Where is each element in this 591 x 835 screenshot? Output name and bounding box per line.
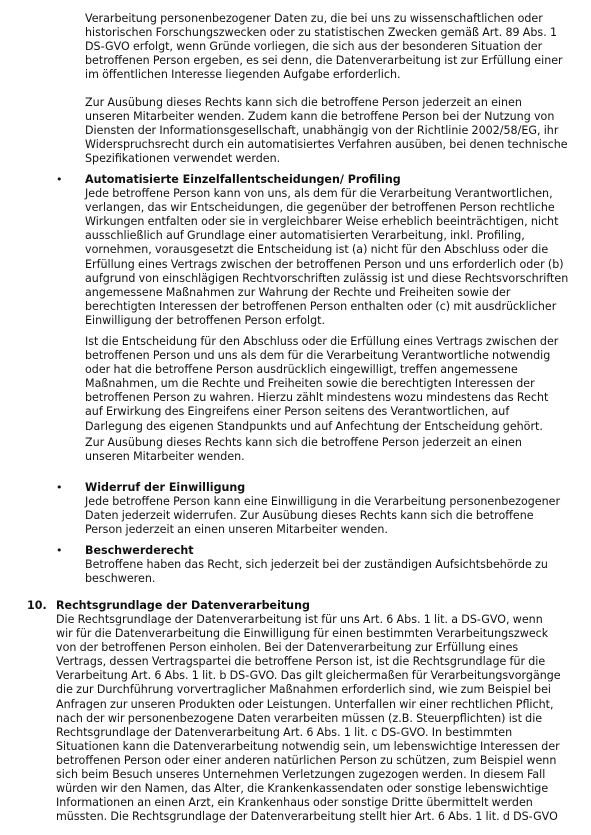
bullet-item-widerruf [85,481,567,537]
text-line: unseren Mitarbeiter wenden. Zudem kann die betroffene Person bei der Nutzung von [85,110,555,124]
text-line: Jede betroffene Person kann eine Einwilligung in die Verarbeitung personenbezogener [85,495,561,509]
intro-paragraph-1 [85,12,567,82]
text-line: vornehmen, vorausgesetzt die Entscheidung ist (a) nicht für den Abschluss oder die [85,243,549,257]
text-line: Einwilligung der betroffenen Person erfolgt. [85,313,326,327]
text-line: beschweren. [85,572,156,586]
text-line: wir für die Datenverarbeitung die Einwilligung für einen bestimmten Verarbeitungszweck [56,627,549,641]
text-line: historischen Forschungszwecken oder zu statistischen Zwecken gemäß Art. 89 Abs. 1 [85,26,558,40]
text-line: Situationen kann die Datenverarbeitung notwendig sein, um lebenswichtige Interessen der [56,739,560,753]
text-line: Jede betroffene Person kann von uns, als dem für die Verarbeitung Verantwortlichen, [85,187,553,201]
text-line: betroffenen Person oder einer anderen natürlichen Person zu schützen, zum Beispiel wenn [56,753,557,767]
bullet-heading: Beschwerderecht [85,544,194,557]
text-line: im öffentlichen Interesse liegenden Aufgabe erforderlich. [85,68,401,82]
text-line: sich beim Besuch unseres Unternehmen Verletzungen zugezogen werden. In diesem Fall [56,768,546,782]
text-line: Betroffene haben das Recht, sich jederzeit bei der zuständigen Aufsichtsbehörde zu [85,558,548,572]
text-line: Spezifikationen verwendet werden. [85,152,281,166]
text-line: Maßnahmen, um die Rechte und Freiheiten sowie die berechtigten Interessen der [85,377,535,391]
text-line: aufgrund von einschlägigen Rechtvorschriften zulässig ist und diese Rechtsvorschriften [85,271,569,285]
text-line: nach der wir personenbezogene Daten verarbeiten müssen (z.B. Steuerpflichten) ist die [56,711,543,725]
section-number: 10. [27,599,47,612]
text-line: verlangen, das wir Entscheidungen, die gegenüber der betroffenen Person rechtliche [85,201,555,215]
text-line: Zur Ausübung dieses Rechts kann sich die betroffene Person jederzeit an einen [85,96,522,109]
text-line: Vertrags, dessen Vertragspartei die betroffene Person ist, ist die Rechtsgrundlage für die [56,655,546,669]
section-title: Rechtsgrundlage der Datenverarbeitung [56,599,310,612]
text-line: betroffenen Person und uns als dem für die Verarbeitung Verantwortliche notwendig [85,349,551,363]
text-line: von der betroffenen Person einholen. Bei der Datenverarbeitung zur Erfüllung eines [56,641,519,655]
intro-paragraph-2 [85,96,567,166]
bullet-glyph: • [56,481,63,494]
bullet-heading: Widerruf der Einwilligung [85,481,246,494]
text-line: Informationen an einen Arzt, ein Krankenhaus oder sonstige Dritte übermittelt werden [56,796,533,810]
text-line: betroffenen Person ergeben, es sei denn, die Datenverarbeitung ist zur Erfüllung einer [85,54,563,68]
text-line: Die Rechtsgrundlage der Datenverarbeitung ist für uns Art. 6 Abs. 1 lit. a DS-GVO, wenn [56,613,543,626]
bullet-glyph: • [56,173,63,186]
text-line: Rechtsgrundlage der Datenverarbeitung Art. 6 Abs. 1 lit. c DS-GVO. In bestimmten [56,725,513,739]
text-line: Verarbeitung personenbezogener Daten zu, die bei uns zu wissenschaftlichen oder [85,12,543,25]
text-line: auf Erwirkung des Eingreifens einer Person seitens des Verantwortlichen, auf [85,405,510,419]
text-line: müssten. Die Rechtsgrundlage der Datenverarbeitung stellt hier Art. 6 Abs. 1 lit. d DS-GVO [56,810,558,824]
text-line: Wirkungen entfalten oder sie in vergleichbarer Weise erheblich beeinträchtigen, nicht [85,215,559,229]
bullet-item-beschwerderecht [85,544,567,586]
text-line: ausschließlich auf Grundlage einer automatisierten Verarbeitung, inkl. Profiling, [85,229,525,243]
bullet-heading: Automatisierte Einzelfallentscheidungen/ Profiling [85,173,401,186]
text-line: Widerspruchsrecht durch ein automatisiertes Verfahren ausüben, bei denen technische [85,138,568,152]
text-line: Darlegung des eigenen Standpunkts und auf Anfechtung der Entscheidung gehört. [85,419,543,433]
section-body [56,613,568,824]
text-line: angemessene Maßnahmen zur Wahrung der Rechte und Freiheiten sowie der [85,285,511,299]
text-line: Verarbeitung Art. 6 Abs. 1 lit. b DS-GVO. Das gilt gleichermaßen für Verarbeitungsvorgänge [56,669,561,683]
text-line: Person jederzeit an einen unseren Mitarbeiter wenden. [85,523,388,537]
text-line: Diensten der Informationsgesellschaft, unabhängig von der Richtlinie 2002/58/EG, ihr [85,124,559,138]
bullet-paragraph [85,187,567,328]
bullet-item-profiling [85,173,567,328]
bullet-paragraph [85,436,567,464]
text-line: oder hat die betroffene Person ausdrücklich eingewilligt, treffen angemessene [85,363,518,377]
text-line: DS-GVO erfolgt, wenn Gründe vorliegen, die sich aus der besonderen Situation der [85,40,543,54]
bullet-paragraph [85,335,567,434]
text-line: die zur Durchführung vorvertraglicher Maßnahmen erforderlich sind, wie zum Beispiel bei [56,683,552,697]
text-line: Erfüllung eines Vertrags zwischen der betroffenen Person und uns erforderlich oder (b) [85,257,564,271]
text-line: berechtigten Interessen der betroffenen Person enthalten oder (c) mit ausdrücklicher [85,299,557,313]
text-line: Ist die Entscheidung für den Abschluss oder die Erfüllung eines Vertrags zwischen der [85,335,559,348]
text-line: Zur Ausübung dieses Rechts kann sich die betroffene Person jederzeit an einen [85,436,522,449]
bullet-glyph: • [56,544,63,557]
text-line: Anfragen zur unseren Produkten oder Leistungen. Unterfallen wir einer rechtlichen Pflicht, [56,697,554,711]
text-line: betroffenen Person zu wahren. Hierzu zählt mindestens wozu mindestens das Recht [85,391,549,405]
text-line: würden wir den Namen, das Alter, die Krankenkassendaten oder sonstige lebenswichtige [56,782,549,796]
text-line: unseren Mitarbeiter wenden. [85,450,245,464]
text-line: Daten jederzeit widerrufen. Zur Ausübung dieses Rechts kann sich die betroffene [85,509,534,523]
